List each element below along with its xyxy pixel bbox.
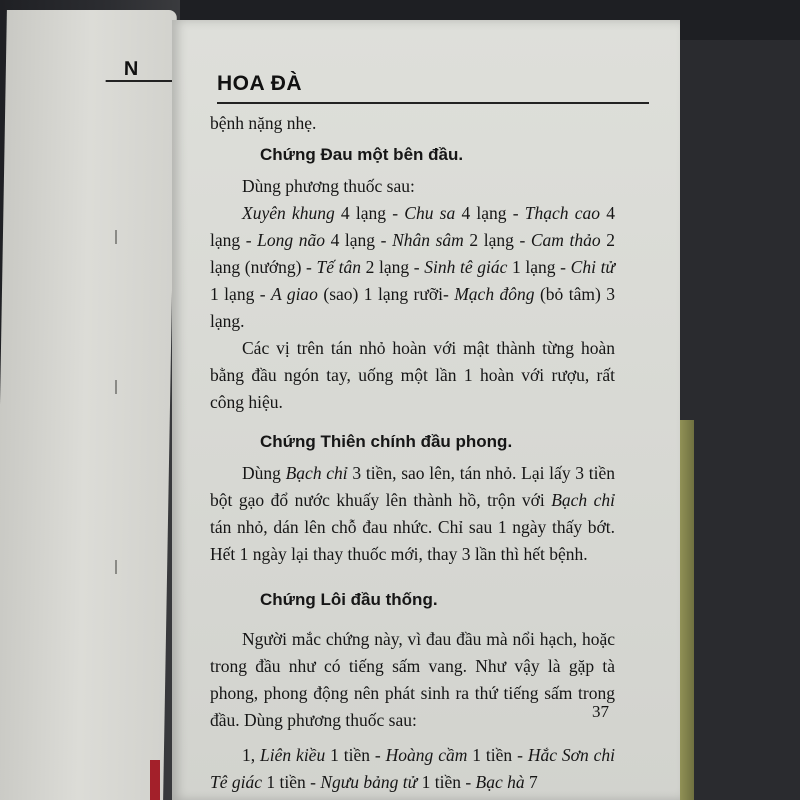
herb-name: Bạch chỉ bbox=[285, 463, 348, 483]
header-rule bbox=[217, 102, 649, 104]
herb-name: Liên kiều bbox=[260, 745, 326, 765]
left-page-fragment: N bbox=[123, 58, 139, 80]
page-body bbox=[210, 110, 615, 796]
herb-dose: 1 tiền - bbox=[325, 745, 386, 765]
section-heading: Chứng Thiên chính đầu phong. bbox=[260, 432, 513, 451]
herb-name: Chu sa bbox=[404, 203, 456, 223]
binding-stitch bbox=[115, 560, 127, 574]
herb-name: Sinh tê giác bbox=[424, 257, 508, 277]
herb-name: Long não bbox=[257, 230, 325, 250]
bookmark-ribbon bbox=[150, 760, 160, 800]
herb-dose: 2 lạng - bbox=[361, 257, 425, 277]
paragraph: Người mắc chứng này, vì đau đầu mà nổi hạch, hoặc trong đầu như có tiếng sấm vang. Như vậy là gặp tà phong, phong động nên phát sinh ra thứ tiếng sấm trong đầu. Dùng phương thuốc sau: bbox=[210, 629, 615, 730]
recipe-paragraph: 1, Liên kiều 1 tiền - Hoàng cầm 1 tiền - Hắc Sơn chi Tê giác 1 tiền - Ngưu bảng tử 1 tiền - Bạc hà 7 bbox=[210, 745, 615, 792]
herb-dose: 4 lạng - bbox=[210, 203, 615, 250]
book-page bbox=[172, 20, 680, 800]
left-page-rule bbox=[106, 80, 176, 82]
paragraph: Dùng Bạch chỉ 3 tiền, sao lên, tán nhỏ. Lại lấy 3 tiền bột gạo đổ nước khuấy lên thành hồ, trộn với Bạch chỉ tán nhỏ, dán lên chỗ đau nhức. Chỉ sau 1 ngày thấy bớt. Hết 1 ngày lại thay thuốc mới, thay 3 lần thì hết bệnh. bbox=[210, 463, 616, 564]
herb-dose: 1 tiền - bbox=[262, 772, 321, 792]
herb-dose: 2 lạng - bbox=[463, 230, 531, 250]
binding-stitch bbox=[115, 230, 127, 244]
herb-dose: (sao) 1 lạng rưỡi- bbox=[317, 284, 455, 304]
running-header: HOA ĐÀ bbox=[217, 72, 303, 95]
binding-stitch bbox=[115, 380, 127, 394]
section-heading: Chứng Đau một bên đầu. bbox=[260, 145, 464, 164]
herb-dose: 1 tiền - bbox=[417, 772, 476, 792]
paragraph: bệnh nặng nhẹ. bbox=[210, 113, 317, 133]
herb-name: Nhân sâm bbox=[392, 230, 464, 250]
herb-name: A giao bbox=[271, 284, 318, 304]
left-page bbox=[0, 10, 177, 800]
herb-dose: 1 lạng - bbox=[210, 284, 272, 304]
herb-dose: 7 bbox=[524, 772, 538, 792]
herb-name: Xuyên khung bbox=[242, 203, 335, 223]
herb-name: Mạch đông bbox=[454, 284, 535, 304]
herb-name: Bạch chỉ bbox=[551, 490, 616, 510]
herb-dose: 4 lạng - bbox=[455, 203, 525, 223]
herb-name: Cam thảo bbox=[530, 230, 601, 250]
herb-name: Hoàng cầm bbox=[385, 745, 468, 765]
section-heading: Chứng Lôi đầu thống. bbox=[260, 590, 438, 609]
herb-name: Tế tân bbox=[316, 257, 362, 277]
recipe-paragraph bbox=[210, 200, 615, 335]
page-number: 37 bbox=[592, 702, 609, 721]
herb-name: Ngưu bảng tử bbox=[320, 772, 418, 792]
herb-dose: 2 lạng (nướng) - bbox=[210, 230, 615, 277]
herb-name: Thạch cao bbox=[524, 203, 601, 223]
paragraph: Dùng phương thuốc sau: bbox=[242, 176, 415, 196]
herb-name: Bạc hà bbox=[475, 772, 525, 792]
herb-dose: 1 lạng - bbox=[507, 257, 571, 277]
paragraph: Các vị trên tán nhỏ hoàn với mật thành từng hoàn bằng đầu ngón tay, uống một lần 1 hoàn với rượu, rất công hiệu. bbox=[210, 338, 615, 412]
herb-dose: (bỏ tâm) 3 lạng. bbox=[210, 284, 615, 331]
herb-dose: 4 lạng - bbox=[324, 230, 393, 250]
herb-dose: 1 tiền - bbox=[467, 745, 528, 765]
herb-name: Hắc Sơn chi Tê giác bbox=[210, 745, 615, 792]
herb-dose: 4 lạng - bbox=[334, 203, 405, 223]
herb-name: Chi tử bbox=[570, 257, 615, 277]
